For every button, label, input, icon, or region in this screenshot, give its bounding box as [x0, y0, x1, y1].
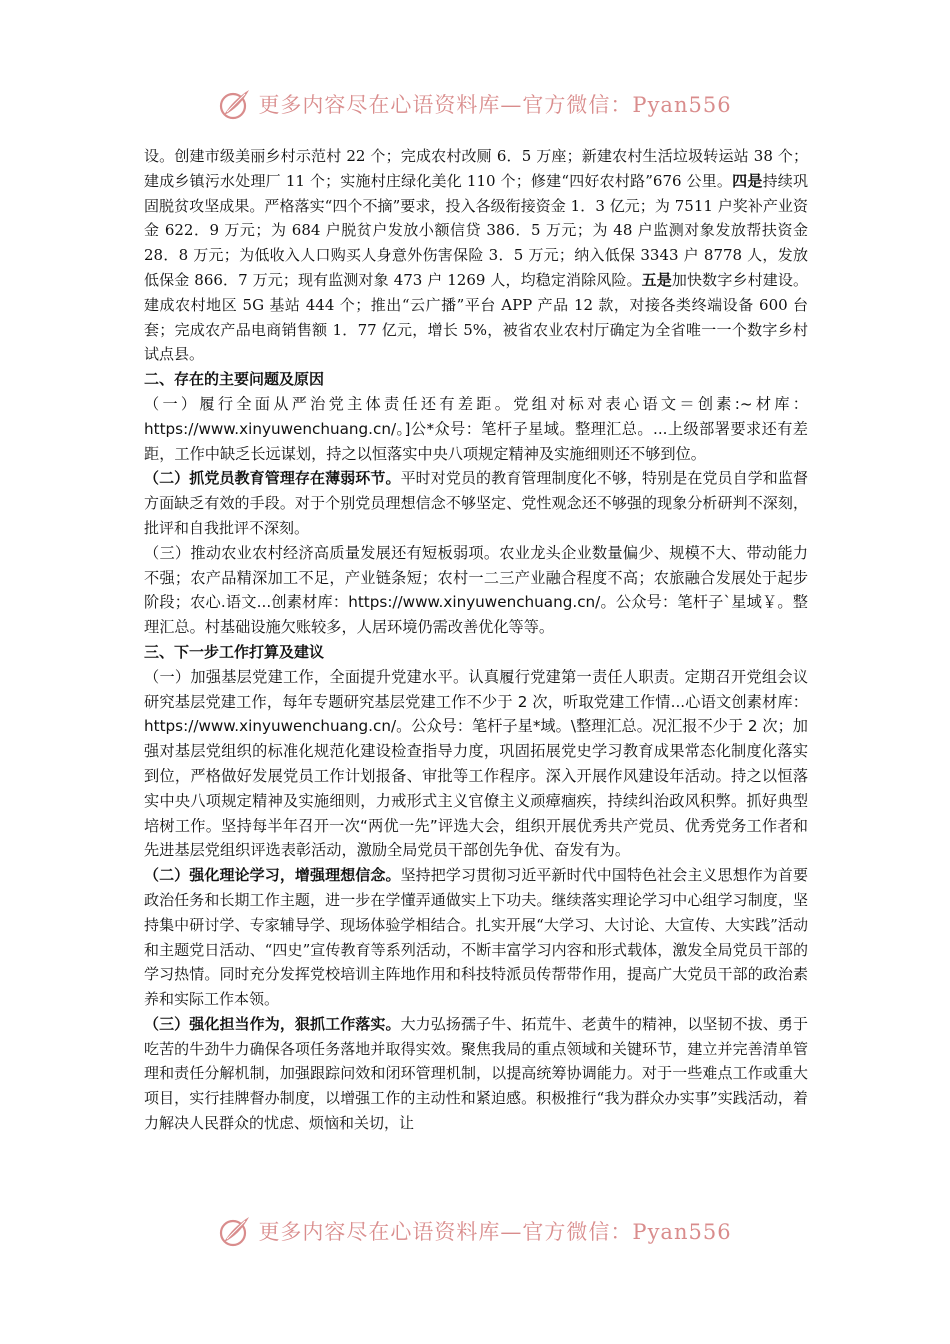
- bold-label: 五是: [641, 270, 672, 289]
- watermark-text: 更多内容尽在心语资料库—官方微信：Pyan556: [258, 93, 732, 117]
- text-span: 坚持把学习贯彻习近平新时代中国特色社会主义思想作为首要政治任务和长期工作主题，进一步在学懂弄通做实上下功夫。继续落实理论学习中心组学习制度，坚持集中研讨学、专家辅导学、现场体验学相结合。扎实开展“大学习、大讨论、大宣传、大实践”活动和主题党日活动、“四史”宣传教育等系列活动，不断丰富学习内容和形式载体，激发全局党员干部的学习热情。同时充分发挥党校培训主阵地作用和科技特派员传帮带作用，提高广大党员干部的政治素养和实际工作本领。: [144, 866, 808, 1009]
- text-span: 持续巩固脱贫攻坚成果。严格落实“四个不摘”要求，投入各级衔接资金 1．3 亿元；为 7511 户奖补产业资金 622．9 万元；为 684 户脱贫户发放小额信贷 386．5 万元；为 48 户监测对象发放帮扶资金 28．8 万元；为低收入人口购买人身意外伤害保险 3．5 万元；纳入低保 3343 户 8778 人，发放低保金 866．7 万元；现有监测对象 473 户 1269 人，均稳定消除风险。: [144, 171, 808, 289]
- bold-label: （二）强化理论学习，增强理想信念。: [144, 866, 401, 885]
- paragraph-problem-3: （三）推动农业农村经济高质量发展还有短板弱项。农业龙头企业数量偏少、规模不大、带动能力不强；农产品精深加工不足，产业链条短；农村一二三产业融合程度不高；农旅融合发展处于起步阶段；农心.语文...创素材库：https://www.xinyuwenchuang.cn/。公众号：笔杆子`星域￥。整理汇总。村基础设施欠账较多，人居环境仍需改善优化等等。: [144, 543, 808, 637]
- document-body: [144, 144, 808, 1136]
- bold-label: 四是: [732, 171, 763, 190]
- paragraph-problem-1: （一）履行全面从严治党主体责任还有差距。党组对标对表心语文＝创素:~材库：https://www.xinyuwenchuang.cn/。]公*众号：笔杆子星域。整理汇总。...上级部署要求还有差距，工作中缺乏长远谋划，持之以恒落实中央八项规定精神及实施细则还不够到位。: [144, 394, 808, 463]
- watermark-banner-top: [0, 84, 950, 124]
- bold-label: （三）强化担当作为，狠抓工作落实。: [144, 1014, 401, 1033]
- section-heading-next-steps: 三、下一步工作打算及建议: [144, 642, 325, 661]
- text-span: 大力弘扬孺子牛、拓荒牛、老黄牛的精神，以坚韧不拔、勇于吃苦的牛劲牛力确保各项任务落地并取得实效。聚焦我局的重点领域和关键环节，建立并完善清单管理和责任分解机制，加强跟踪问效和闭环管理机制，以提高统筹协调能力。对于一些难点工作或重大项目，实行挂牌督办制度，以增强工作的主动性和紧迫感。积极推行“我为群众办实事”实践活动，着力解决人民群众的忧虑、烦恼和关切，让: [144, 1014, 808, 1133]
- quill-logo-icon: [218, 1214, 252, 1248]
- paragraph-achievements: [144, 144, 808, 367]
- text-span: 设。创建市级美丽乡村示范村 22 个；完成农村改厕 6．5 万座；新建农村生活垃圾转运站 38 个；建成乡镇污水处理厂 11 个；实施村庄绿化美化 110 个；修建“四好农村路”676 公里。: [144, 147, 808, 190]
- section-heading-problems: 二、存在的主要问题及原因: [144, 370, 325, 389]
- quill-logo-icon: [218, 87, 252, 121]
- watermark-text: 更多内容尽在心语资料库—官方微信：Pyan556: [258, 1220, 732, 1244]
- paragraph-plan-2: [144, 863, 808, 1012]
- bold-label: （二）抓党员教育管理存在薄弱环节。: [144, 469, 401, 488]
- text-span: 平时对党员的教育管理制度化不够，特别是在党员自学和监督方面缺乏有效的手段。对于个别党员理想信念不够坚定、党性观念还不够强的现象分析研判不深刻，批评和自我批评不深刻。: [144, 469, 808, 537]
- paragraph-problem-2: [144, 466, 808, 540]
- watermark-banner-bottom: [0, 1211, 950, 1251]
- paragraph-plan-3: [144, 1012, 808, 1136]
- text-span: 加快数字乡村建设。建成农村地区 5G 基站 444 个；推出“云广播”平台 APP 产品 12 款，对接各类终端设备 600 台套；完成农产品电商销售额 1．77 亿元，增长 5%，被省农业农村厅确定为全省唯一一个数字乡村试点县。: [144, 270, 808, 364]
- paragraph-plan-1: （一）加强基层党建工作，全面提升党建水平。认真履行党建第一责任人职责。定期召开党组会议研究基层党建工作，每年专题研究基层党建工作不少于 2 次，听取党建工作情...心语文创素材库：https://www.xinyuwenchuang.cn/。公众号：笔杆子星*域。\整理汇总。况汇报不少于 2 次；加强对基层党组织的标准化规范化建设检查指导力度，巩固拓展党史学习教育成果常态化制度化落实到位，严格做好发展党员工作计划报备、审批等工作程序。深入开展作风建设年活动。持之以恒落实中央八项规定精神及实施细则，力戒形式主义官僚主义顽瘴痼疾，持续纠治政风积弊。抓好典型培树工作。坚持每半年召开一次“两优一先”评选大会，组织开展优秀共产党员、优秀党务工作者和先进基层党组织评选表彰活动，激励全局党员干部创先争优、奋发有为。: [144, 667, 808, 860]
